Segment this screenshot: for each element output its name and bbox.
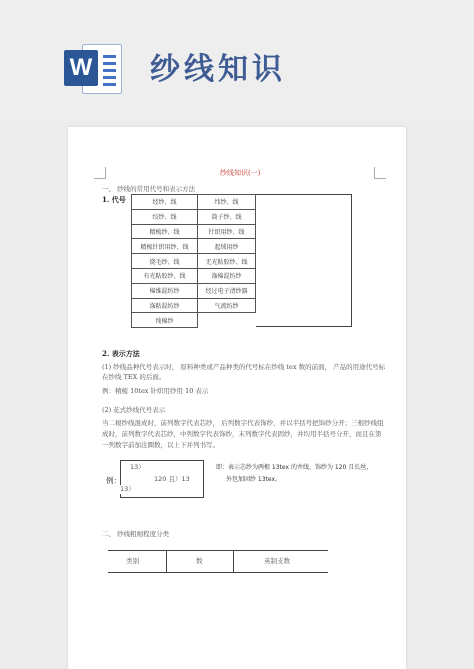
item2-1-line1: (1) 纱线品种代号表示时， 原料种类或产品种类的代号标在纱线 tex 数的前面， 产品的用途代号标 bbox=[102, 363, 386, 371]
code-table-row bbox=[132, 313, 256, 328]
header-banner bbox=[0, 0, 474, 122]
class-header-english-count: 英制支数 bbox=[264, 557, 290, 565]
code-table bbox=[131, 194, 256, 328]
page-title: 纱线知识 bbox=[150, 52, 286, 87]
code-table-cell-left: 烧毛纱、线 bbox=[132, 254, 198, 269]
example-label: 例： bbox=[106, 476, 121, 485]
code-table-extra-column bbox=[256, 194, 352, 327]
code-table-cell-right: 筒子纱、线 bbox=[198, 209, 256, 224]
code-table-cell-right: 气流纺纱 bbox=[198, 298, 256, 313]
class-table-bottom-rule bbox=[108, 572, 328, 573]
code-table-cell-right: 纬纱、线 bbox=[198, 195, 256, 210]
example-box-bracket: 13） bbox=[120, 485, 135, 493]
class-header-category: 类别 bbox=[126, 557, 139, 565]
code-table-row bbox=[132, 283, 256, 298]
code-table-row bbox=[132, 298, 256, 313]
code-table-cell-left: 棉维混纺纱 bbox=[132, 283, 198, 298]
code-table-cell-right: 起绒用纱 bbox=[198, 239, 256, 254]
example-box-line1: 13） bbox=[130, 463, 145, 471]
item2-1-line2: 在纱线 TEX 的后面。 bbox=[102, 373, 166, 381]
code-table-cell-left: 纯棉纱 bbox=[132, 313, 198, 328]
code-table-cell-left: 精梳纱、线 bbox=[132, 224, 198, 239]
section1-title: 一、 纱线的常用代号和表示方法 bbox=[102, 185, 196, 193]
document-page bbox=[68, 127, 406, 669]
crop-mark-top-right bbox=[374, 167, 386, 179]
example-note-line1: 即：表示芯纱为两根 13tex 的并线，饰纱为 120 且长丝， bbox=[216, 464, 373, 471]
class-table-divider-2 bbox=[233, 550, 234, 572]
code-table-row bbox=[132, 239, 256, 254]
item2-2-line3: 一列数字前加注圈数，以上下并列书写。 bbox=[102, 441, 219, 449]
class-header-count: 数 bbox=[196, 557, 203, 565]
code-table-cell-right: 经过电子清纱器 bbox=[198, 283, 256, 298]
item2-1-example: 例：精梳 10tex 针织用纱用 10 表示 bbox=[102, 387, 209, 395]
code-table-cell-left: 精梳针织用纱、线 bbox=[132, 239, 198, 254]
code-table-cell-left: 经纱、线 bbox=[132, 195, 198, 210]
crop-mark-top-left bbox=[94, 167, 106, 179]
section2-title: 二、 纱线粗细程度分类 bbox=[102, 530, 170, 538]
code-table-row bbox=[132, 224, 256, 239]
word-letter-tile: W bbox=[64, 50, 98, 86]
class-table-top-rule bbox=[108, 550, 328, 551]
example-note-line2: 外包加固纱 13tex。 bbox=[226, 476, 282, 483]
code-table-row bbox=[132, 209, 256, 224]
item2-2-line2: 成时，前列数字代表芯纱，中列数字代表饰纱，末列数字代表固纱，并均用半括号分开，而且在第 bbox=[102, 430, 382, 438]
code-table-cell-left: 绞纱、线 bbox=[132, 209, 198, 224]
example-box-line2: 120 且）13 bbox=[154, 475, 190, 483]
code-table-row bbox=[132, 254, 256, 269]
code-table-row bbox=[132, 268, 256, 283]
code-table-cell-right: 针织用纱、线 bbox=[198, 224, 256, 239]
code-table-cell-right: 无光粘胶纱、线 bbox=[198, 254, 256, 269]
class-table-divider-1 bbox=[166, 550, 167, 572]
code-table-cell-left: 有光粘胶纱、线 bbox=[132, 268, 198, 283]
item2-2-title: (2) 花式纱线代号表示 bbox=[102, 406, 166, 414]
document-heading: 纱线知识(一) bbox=[220, 169, 261, 177]
item2-2-line1: 当二根纱线混成时，前列数字代表芯纱， 后列数字代表饰纱，并以半括号把饰纱分开；三根纱线组 bbox=[102, 419, 384, 427]
item2-label: 2. 表示方法 bbox=[102, 349, 140, 358]
item1-label: 1. 代号 bbox=[102, 195, 126, 204]
code-table-cell-left: 涤粘混纺纱 bbox=[132, 298, 198, 313]
code-table-row bbox=[132, 195, 256, 210]
code-table-cell-right: 涤棉混纺纱 bbox=[198, 268, 256, 283]
code-table-cell-right bbox=[198, 313, 256, 328]
word-app-icon bbox=[64, 40, 126, 98]
